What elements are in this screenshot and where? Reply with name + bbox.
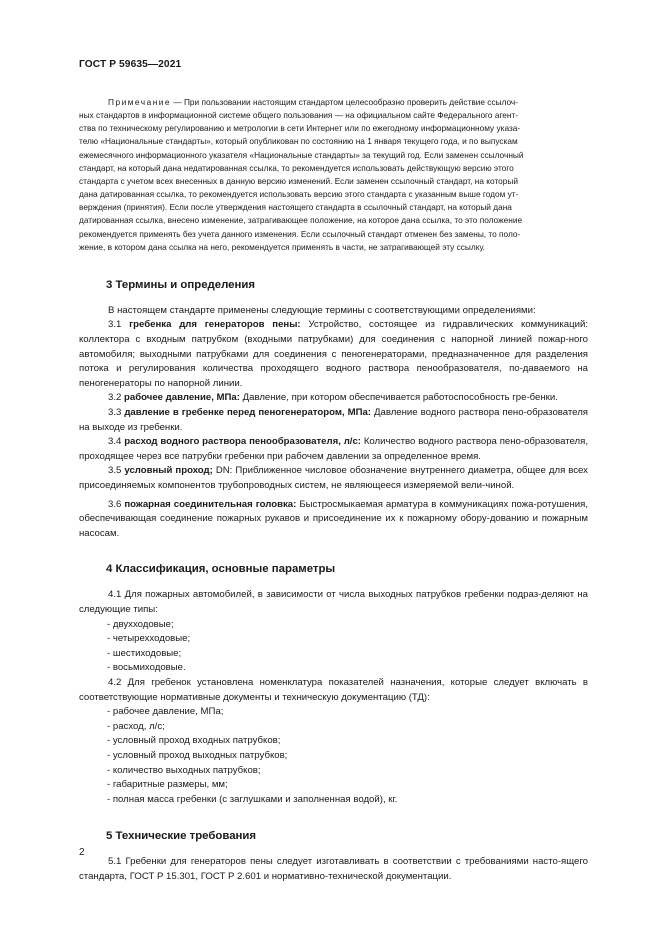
list-item: - условный проход выходных патрубков; [107,749,288,761]
section-3-title: 3 Термины и определения [106,278,256,291]
note-label: Примечание [108,97,172,107]
note-block [79,96,588,254]
term-definition: Устройство, состоящее из гидравлических коммуникаций: [300,319,588,331]
section-4-title: 4 Классификация, основные параметры [106,563,336,576]
term-name: условный проход; [124,465,213,477]
list-item: - условный проход входных патрубков; [107,735,281,747]
term-3-3 [79,406,588,435]
term-number: 3.3 [108,407,125,419]
term-definition: Давление водного раствора пено-образователя на выходе из гребенки. [79,407,588,433]
document-header: ГОСТ Р 59635—2021 [79,59,182,70]
term-3-6 [79,498,588,542]
note-line-9: датированная ссылка, внесено изменение, затрагивающее положение, на которое дана ссылка, то это положение [79,215,523,226]
term-3-1 [79,318,588,391]
term-definition-cont: коллектора с входным патрубком (входными патрубками) для соединения с напорной линией пожар-ного автомобиля; выходными патрубками для соединения с пеногенераторами, предназначенное для разделения потока и регулирования количества проходящего водного раствора пенообразователя, по-даваемого на пеногенераторы по напорной линии. [79,334,588,389]
note-line-6: стандарта с учетом всех внесенных в данную версию изменений. Если заменен ссылочный стандарт, на который [79,175,518,186]
params-list [79,705,588,807]
term-number: 3.4 [108,436,125,448]
term-number: 3.2 [108,392,125,404]
term-number: 3.5 [108,465,125,477]
note-line-1: ных стандартов в информационной системе общего пользования — на официальном сайте Федерального агент- [79,110,519,121]
term-number: 3.1 [108,319,130,331]
clause-5-1: 5.1 Гребенки для генераторов пены следует изготавливать в соответствии с требованиями насто-ящего стандарта, ГОСТ Р 15.301, ГОСТ Р 2.601 и нормативно-технической документации. [79,856,588,882]
list-item: - двухходовые; [107,618,174,630]
note-line-4: ежемесячного информационного указателя «Национальные стандарты» за текущий год. Если заменен ссылочный [79,149,524,160]
note-line-7: дана датированная ссылка, то рекомендуется использовать версию этого стандарта с указанным выше годом ут- [79,189,519,200]
note-line-2: ства по техническому регулированию и метрологии в сети Интернет или по ежегодному информационному указа- [79,123,521,134]
list-item: - расход, л/с; [107,720,165,732]
term-name: давление в гребенке перед пеногенератором, МПа: [124,407,371,419]
term-name: гребенка для генераторов пены: [129,319,301,331]
term-definition: Быстросмыкаемая арматура в коммуникациях пожа-ротушения, обеспечивающая соединение пожарных рукавов и присоединение их к пожарному обору-дованию и пожарным насосам. [79,498,588,539]
note-line-0: — При пользовании настоящим стандартом целесообразно проверить действие ссылоч- [171,97,519,107]
clause-4-2: 4.2 Для гребенок установлена номенклатура показателей назначения, которые следует включать в соответствующие нормативные документы и техническую документацию (ТД): [79,676,588,703]
list-item: - шестиходовые; [107,647,182,659]
section-5-body [79,855,588,884]
term-name: расход водного раствора пенообразователя, л/с: [124,436,361,448]
term-name: пожарная соединительная головка: [124,498,297,510]
term-definition: Количество водного раствора пено-образователя, проходящее через все патрубки гребенки при рабочем давлении за определенное время. [79,436,588,462]
note-line-3: телю «Национальные стандарты», который опубликован по состоянию на 1 января текущего года, и по выпускам [79,136,518,147]
section-4-body [79,588,588,807]
term-3-4 [79,435,588,464]
term-number: 3.6 [108,498,125,510]
list-item: - габаритные размеры, мм; [107,779,228,791]
page-number: 2 [79,847,85,858]
list-item: - восьмиходовые. [107,662,186,674]
list-item: - полная масса гребенки (с заглушками и заполненная водой), кг. [107,793,398,805]
list-item: - количество выходных патрубков; [107,764,261,776]
note-line-10: рекомендуется применять без учета данного изменения. Если ссылочный стандарт отменен без замены, то поло- [79,228,521,239]
page-content [79,96,588,884]
term-3-2 [79,391,588,406]
term-name: рабочее давление, МПа: [124,392,240,404]
note-line [79,96,588,109]
clause-4-1: 4.1 Для пожарных автомобилей, в зависимости от числа выходных патрубков гребенки подраз-деляют на следующие типы: [79,589,588,615]
types-list [79,618,588,676]
term-3-5 [79,464,588,493]
note-line-8: верждения (принятия). Если после утверждения настоящего стандарта в ссылочный стандарт, на который дана [79,202,512,213]
list-item: - четырехходовые; [107,633,191,645]
section-5-title: 5 Технические требования [106,830,257,843]
note-line-11: жение, в котором дана ссылка на него, рекомендуется применять в части, не затрагивающей эту ссылку. [79,241,486,252]
list-item: - рабочее давление, МПа; [107,706,224,718]
term-definition: DN: Приближенное числовое обозначение внутреннего диаметра, общее для всех присоединяемых компонентов трубопроводных систем, не являющееся измеряемой вели-чиной. [79,465,588,491]
term-definition: Давление, при котором обеспечивается работоспособность гре-бенки. [239,392,558,404]
note-line-5: стандарт, на который дана недатированная ссылка, то рекомендуется использовать действующую версию этого [79,162,514,173]
section-3-intro: В настоящем стандарте применены следующие термины с соответствующими определениями: [108,304,536,316]
section-3-body [79,304,588,542]
